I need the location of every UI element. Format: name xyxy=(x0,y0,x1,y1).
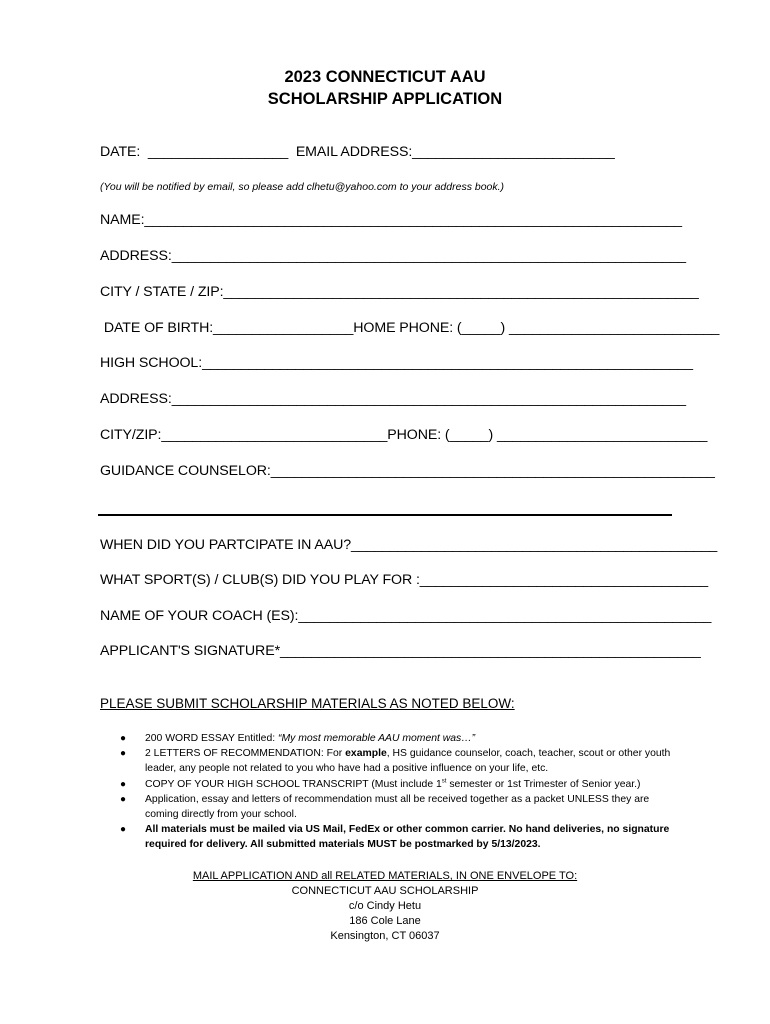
city-zip-phone-field[interactable]: CITY/ZIP:_____________________________PHONE: (_____) ___________________________ xyxy=(100,427,708,443)
transcript-requirement: COPY OF YOUR HIGH SCHOOL TRANSCRIPT (Must include 1 xyxy=(145,778,442,790)
list-item xyxy=(120,777,680,792)
bullet-icon: ● xyxy=(120,733,127,744)
address-field[interactable]: ADDRESS:__________________________________________________________________ xyxy=(100,248,686,264)
mailing-city: Kensington, CT 06037 xyxy=(330,930,440,942)
example-emphasis: example xyxy=(345,748,387,760)
date-email-field[interactable]: DATE: __________________ EMAIL ADDRESS:__________________________ xyxy=(100,144,615,160)
aau-participation-field[interactable]: WHEN DID YOU PARTCIPATE IN AAU?_______________________________________________ xyxy=(100,537,718,553)
essay-title: “My most memorable AAU moment was…” xyxy=(278,733,476,744)
page-title-line1: 2023 CONNECTICUT AAU xyxy=(284,68,486,86)
list-item xyxy=(120,792,680,822)
section-divider xyxy=(98,514,672,516)
applicant-signature-field[interactable]: APPLICANT'S SIGNATURE*______________________________________________________ xyxy=(100,643,701,659)
ordinal-suffix: st xyxy=(441,778,447,785)
mailing-care-of: c/o Cindy Hetu xyxy=(348,900,422,912)
packet-requirement: Application, essay and letters of recommendation must all be received together as a packet UNLESS they are coming directly from your school. xyxy=(145,793,650,821)
list-item xyxy=(120,746,680,776)
list-item xyxy=(120,822,680,852)
page-title-line2: SCHOLARSHIP APPLICATION xyxy=(267,90,503,108)
mailing-instruction: MAIL APPLICATION AND all RELATED MATERIALS, IN ONE ENVELOPE TO: xyxy=(192,870,578,882)
transcript-details: semester or 1st Trimester of Senior year.) xyxy=(446,778,641,790)
bullet-icon: ● xyxy=(120,748,127,760)
high-school-field[interactable]: HIGH SCHOOL:_______________________________________________________________ xyxy=(100,355,693,371)
name-field[interactable]: NAME:_____________________________________________________________________ xyxy=(100,212,682,228)
essay-requirement: 200 WORD ESSAY Entitled: xyxy=(145,733,279,744)
bullet-icon: ● xyxy=(120,778,127,790)
school-address-field[interactable]: ADDRESS:__________________________________________________________________ xyxy=(100,391,686,407)
mailing-street: 186 Cole Lane xyxy=(349,915,421,927)
submit-materials-heading: PLEASE SUBMIT SCHOLARSHIP MATERIALS AS NOTED BELOW: xyxy=(100,696,515,711)
list-item xyxy=(120,731,680,746)
email-note: (You will be notified by email, so please add clhetu@yahoo.com to your address book.) xyxy=(100,181,505,193)
bullet-icon: ● xyxy=(120,824,127,836)
dob-home-phone-field[interactable]: DATE OF BIRTH:__________________HOME PHONE: (_____) ___________________________ xyxy=(100,320,720,336)
city-state-zip-field[interactable]: CITY / STATE / ZIP:_____________________________________________________________ xyxy=(100,284,699,300)
bullet-icon: ● xyxy=(120,793,127,805)
mailing-org: CONNECTICUT AAU SCHOLARSHIP xyxy=(291,885,479,897)
recommendation-requirement: 2 LETTERS OF RECOMMENDATION: For xyxy=(145,748,346,760)
mailing-requirement: All materials must be mailed via US Mail, FedEx or other common carrier. No hand deliveries, no signature required for delivery. All submitted materials MUST be postmarked by 5/13/2023. xyxy=(145,824,670,851)
sport-club-field[interactable]: WHAT SPORT(S) / CLUB(S) DID YOU PLAY FOR :_____________________________________ xyxy=(100,572,709,588)
requirements-list xyxy=(120,731,680,853)
recommendation-details: , HS guidance counselor, coach, teacher, scout or other youth leader, any people not related to you who have had a positive influence on your life, etc. xyxy=(145,748,671,775)
coach-name-field[interactable]: NAME OF YOUR COACH (ES):_____________________________________________________ xyxy=(100,608,712,624)
guidance-counselor-field[interactable]: GUIDANCE COUNSELOR:_________________________________________________________ xyxy=(100,463,715,479)
